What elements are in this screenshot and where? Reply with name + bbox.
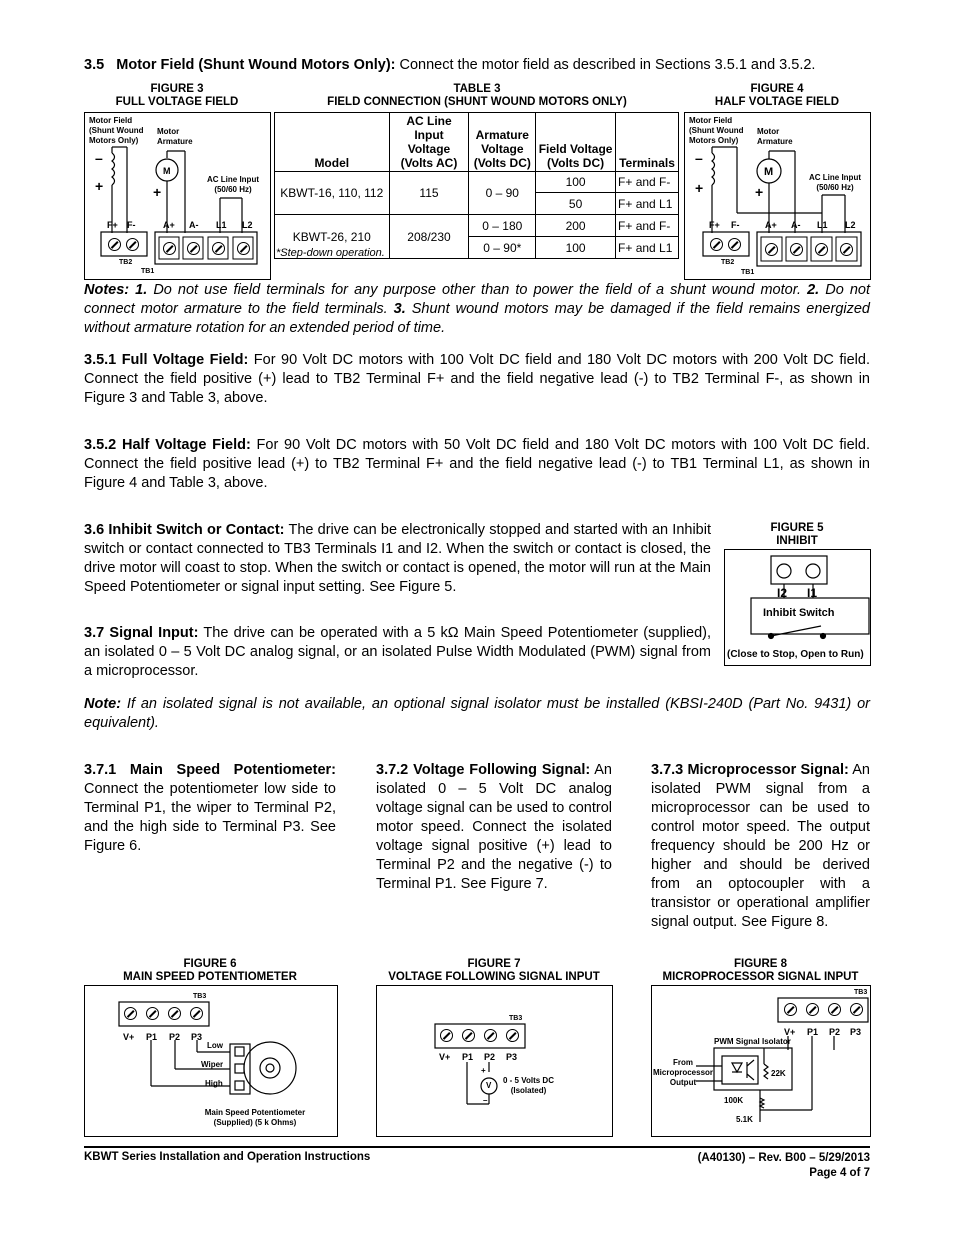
figure3-diagram (84, 112, 271, 280)
svg-text:+: + (755, 184, 764, 200)
figure8-term-p3: P3 (850, 1027, 862, 1037)
table3-cell: F+ and F- (616, 172, 679, 193)
figure5-caption (724, 522, 870, 548)
figure3-term-f-plus: F+ (107, 220, 118, 230)
figure7-screw-p1 (462, 1029, 475, 1042)
figure6-caption (84, 958, 336, 984)
figure6-wiper: Wiper (201, 1060, 224, 1069)
section-3-6-text: The drive can be electronically stopped and started with an Inhibit switch or contact connected to TB3 Terminals I1 and I2. When the switch or contact is closed, the drive motor will coast to stop. When the switch or contact is opened, the motor will run at the Main Speed Potentiometer or signal input setting. See Figure 5. (84, 522, 712, 595)
figure5-note: (Close to Stop, Open to Run) (727, 649, 864, 660)
note-2: Do not connect motor armature to the field terminals. (84, 282, 870, 317)
figure8-screw-p2 (828, 1003, 841, 1016)
figure5-diagram (724, 549, 871, 666)
figure5-label: FIGURE 5 (770, 522, 824, 534)
figure5-title: INHIBIT (776, 535, 818, 547)
figure7-term-p3: P3 (506, 1052, 518, 1062)
footer-rule (84, 1146, 870, 1148)
section-3-5-1-heading: 3.5.1 Full Voltage Field: (84, 352, 249, 368)
figure7-signal-label: 0 - 5 Volts DC (Isolated) (503, 1076, 554, 1095)
table3-header-model: Model (275, 113, 390, 172)
figure4-tb1: TB1 (741, 269, 755, 276)
figure8-title: MICROPROCESSOR SIGNAL INPUT (662, 971, 859, 983)
figure7-screw-p3 (506, 1029, 519, 1042)
figure6-low: Low (207, 1041, 223, 1050)
footer-page: Page 4 of 7 (809, 1167, 870, 1179)
notes-block (84, 281, 870, 338)
figure3-screw-l1 (212, 242, 225, 255)
figure4-screw-f-minus (728, 238, 741, 251)
table3-header-armature: Armature Voltage (Volts DC) (469, 113, 536, 172)
table3-footnote: *Step-down operation. (276, 247, 385, 259)
figure4-term-a-plus: A+ (765, 220, 777, 230)
table3-cell: 50 (536, 193, 616, 215)
section-3-7-1 (84, 761, 336, 856)
footer-title: KBWT Series Installation and Operation Instructions (84, 1151, 371, 1163)
figure3-term-a-plus: A+ (163, 220, 175, 230)
note-3-7-lead: Note: (84, 696, 122, 712)
note-3-7 (84, 695, 870, 733)
figure6-pot-label: Main Speed Potentiometer (Supplied) (5 k Ohms) (204, 1108, 306, 1127)
table3-header-terminals: Terminals (616, 113, 679, 172)
svg-text:M: M (764, 166, 774, 178)
figure6-high: High (205, 1079, 223, 1088)
figure8-screw-p1 (806, 1003, 819, 1016)
figure8-term-p2: P2 (829, 1027, 841, 1037)
figure6-label: FIGURE 6 (183, 958, 237, 970)
figure7-minus: – (483, 1096, 488, 1105)
figure4-label: FIGURE 4 (750, 83, 804, 95)
figure4-title: HALF VOLTAGE FIELD (714, 96, 840, 108)
figure8-isolator-label: PWM Signal Isolator (714, 1037, 791, 1046)
table3-cell: 208/230 (389, 215, 469, 259)
figure8-r1: 22K (771, 1069, 786, 1078)
figure8-term-v-plus: V+ (784, 1027, 796, 1037)
table3-cell: F+ and L1 (616, 193, 679, 215)
figure3-label: FIGURE 3 (150, 83, 204, 95)
figure3-screw-l2 (237, 242, 250, 255)
figure3-screw-f-plus (108, 238, 121, 251)
figure7-diagram (376, 985, 613, 1137)
figure8-diagram (651, 985, 871, 1137)
figure3-caption (84, 83, 270, 109)
figure3-ac-line-label: AC Line Input (50/60 Hz) (207, 175, 259, 194)
figure3-title: FULL VOLTAGE FIELD (115, 96, 239, 108)
figure3-tb1: TB1 (141, 268, 155, 275)
figure8-screw-p3 (850, 1003, 863, 1016)
figure8-from-label: From Microprocessor Output (653, 1058, 714, 1087)
note-1: Do not use field terminals for any purpose other than to power the field of a shunt wound motor. (147, 282, 808, 298)
figure6-diagram (84, 985, 338, 1137)
section-3-7-2 (376, 761, 612, 894)
figure4-term-f-plus: F+ (709, 220, 720, 230)
figure3-motor-armature-label: Motor Armature (157, 127, 193, 146)
table3-cell: 200 (536, 215, 616, 237)
figure6-title: MAIN SPEED POTENTIOMETER (123, 971, 297, 983)
table3-cell: KBWT-26, 210 (275, 215, 390, 259)
table3-cell: F+ and L1 (616, 237, 679, 259)
figure8-screw-v-plus (784, 1003, 797, 1016)
figure4-screw-a-plus (765, 243, 778, 256)
svg-text:–: – (95, 150, 103, 166)
section-3-5-heading: Motor Field (Shunt Wound Motors Only): (116, 57, 396, 73)
table3-cell: 0 – 180 (469, 215, 536, 237)
notes-lead: Notes: 1. (84, 282, 148, 298)
figure7-plus: + (481, 1066, 486, 1075)
section-3-7-text: The drive can be operated with a 5 kΩ Main Speed Potentiometer (supplied), an isolated 0 – 5 Volt DC analog signal, or an isolated Pulse Width Modulated (PWM) signal from a microprocessor. (84, 625, 711, 679)
figure8-r2: 100K (724, 1096, 744, 1105)
figure7-label: FIGURE 7 (467, 958, 521, 970)
figure3-term-a-minus: A- (189, 220, 199, 230)
figure4-screw-l1 (815, 243, 828, 256)
figure7-screw-p2 (484, 1029, 497, 1042)
section-3-7-heading: 3.7 Signal Input: (84, 625, 199, 641)
figure6-screw-p1 (146, 1007, 159, 1020)
figure6-screw-p2 (168, 1007, 181, 1020)
figure5-switch-label: Inhibit Switch (763, 607, 835, 619)
section-3-7-3-heading: 3.7.3 Microprocessor Signal: (651, 762, 849, 778)
svg-text:+: + (95, 178, 104, 194)
footer-right (570, 1151, 870, 1181)
figure4-diagram (684, 112, 871, 280)
section-3-5-2-heading: 3.5.2 Half Voltage Field: (84, 437, 251, 453)
note-2-lead: 2. (807, 282, 820, 298)
table3 (274, 112, 679, 259)
table3-caption (276, 83, 678, 109)
figure3-motor-field-label: Motor Field (Shunt Wound Motors Only) (89, 116, 144, 145)
figure6-term-v-plus: V+ (123, 1032, 135, 1042)
table3-cell: F+ and F- (616, 215, 679, 237)
section-3-5-number: 3.5 (84, 57, 105, 73)
section-3-7-3 (651, 761, 870, 932)
figure6-term-p3: P3 (191, 1032, 203, 1042)
figure7-title: VOLTAGE FOLLOWING SIGNAL INPUT (388, 971, 600, 983)
table3-cell: KBWT-16, 110, 112 (275, 172, 390, 215)
figure3-screw-a-plus (163, 242, 176, 255)
figure3-screw-a-minus (187, 242, 200, 255)
section-3-5-1-text: For 90 Volt DC motors with 100 Volt DC field and 180 Volt DC motors with 200 Volt DC field. Connect the field positive (+) lead to TB2 Terminal F+ and the field negative lead (-) to TB2 Terminal F-, as shown in Figure 3 and Table 3, above. (84, 352, 870, 406)
section-3-5 (84, 56, 874, 75)
figure5-term-i2: I2 (777, 586, 788, 600)
figure7-term-p1: P1 (462, 1052, 474, 1062)
svg-text:+: + (695, 180, 704, 196)
figure6-tb3: TB3 (193, 993, 207, 1000)
figure8-r3: 5.1K (736, 1115, 753, 1124)
figure4-term-f-minus: F- (731, 220, 740, 230)
section-3-7-2-heading: 3.7.2 Voltage Following Signal: (376, 762, 591, 778)
figure8-term-p1: P1 (807, 1027, 819, 1037)
figure3-term-l2: L2 (242, 220, 253, 230)
table3-cell: 115 (389, 172, 469, 215)
figure8-tb3: TB3 (854, 989, 868, 996)
table3-cell: 0 – 90 (469, 172, 536, 215)
figure7-source-symbol: V (486, 1081, 492, 1090)
table3-header-field: Field Voltage (Volts DC) (536, 113, 616, 172)
figure8-label: FIGURE 8 (733, 958, 788, 970)
figure4-caption (684, 83, 870, 109)
section-3-5-2-text: For 90 Volt DC motors with 50 Volt DC field and 180 Volt DC motors with 100 Volt DC field. Connect the field positive lead (+) to TB2 Terminal F+ and the field negative lead (-) to TB1 Terminal L1, as shown in Figure 4 and Table 3, above. (84, 437, 870, 491)
svg-text:+: + (153, 184, 162, 200)
figure6-term-p1: P1 (146, 1032, 158, 1042)
figure6-term-p2: P2 (169, 1032, 181, 1042)
figure7-caption (376, 958, 612, 984)
section-3-5-text: Connect the motor field as described in Sections 3.5.1 and 3.5.2. (399, 57, 816, 73)
figure4-term-l1: L1 (817, 220, 828, 230)
note-3-lead: 3. (393, 301, 406, 317)
section-3-7-2-text: An isolated 0 – 5 Volt DC analog voltage signal can be used to control motor speed. Connect the isolated voltage signal positive (+) lead to Terminal P2 and the negative (-) to Terminal P1. See Figure 7. (376, 762, 612, 892)
table3-header-ac: AC Line Input Voltage (Volts AC) (389, 113, 469, 172)
note-3: Shunt wound motors may be damaged if the field remains energized without armature rotation for an extended period of time. (84, 301, 870, 336)
table3-title: FIELD CONNECTION (SHUNT WOUND MOTORS ONLY) (327, 96, 627, 108)
figure4-motor-armature-label: Motor Armature (757, 127, 793, 146)
table3-cell: 100 (536, 172, 616, 193)
section-3-7-1-text: Connect the potentiometer low side to Terminal P1, the wiper to Terminal P2, and the high side to Terminal P3. See Figure 6. (84, 781, 336, 854)
table3-label: TABLE 3 (453, 83, 501, 95)
section-3-5-2 (84, 436, 870, 493)
figure7-term-p2: P2 (484, 1052, 496, 1062)
figure7-tb3: TB3 (509, 1015, 523, 1022)
section-3-7 (84, 624, 711, 681)
figure4-ac-line-label: AC Line Input (50/60 Hz) (809, 173, 861, 192)
section-3-6-heading: 3.6 Inhibit Switch or Contact: (84, 522, 285, 538)
figure4-tb2: TB2 (721, 259, 735, 266)
figure4-screw-f-plus (710, 238, 723, 251)
section-3-6 (84, 521, 711, 597)
svg-text:–: – (695, 150, 703, 166)
note-3-7-text: If an isolated signal is not available, an optional signal isolator must be installed (KBSI-240D (Part No. 9431) or equivalent). (84, 696, 870, 731)
figure4-term-l2: L2 (845, 220, 856, 230)
figure6-screw-p3 (190, 1007, 203, 1020)
figure4-screw-l2 (840, 243, 853, 256)
table3-cell: 0 – 90* (469, 237, 536, 259)
figure7-screw-v-plus (440, 1029, 453, 1042)
figure5-term-i1: I1 (807, 586, 818, 600)
figure7-term-v-plus: V+ (439, 1052, 451, 1062)
figure4-screw-a-minus (790, 243, 803, 256)
table3-cell: 100 (536, 237, 616, 259)
figure3-term-f-minus: F- (127, 220, 136, 230)
section-3-7-3-text: An isolated PWM signal from a microprocessor can be used to control motor speed. The output frequency should be 200 Hz or higher and should be derived from an optocoupler with a transistor or operational amplifier signal output. See Figure 8. (651, 762, 870, 930)
figure3-screw-f-minus (126, 238, 139, 251)
figure4-motor-field-label: Motor Field (Shunt Wound Motors Only) (689, 116, 744, 145)
section-3-7-1-heading: 3.7.1 Main Speed Potentiometer: (84, 762, 336, 778)
figure6-screw-v-plus (124, 1007, 137, 1020)
figure3-tb2: TB2 (119, 259, 133, 266)
figure4-term-a-minus: A- (791, 220, 801, 230)
svg-text:M: M (163, 166, 171, 176)
section-3-5-1 (84, 351, 870, 408)
figure3-term-l1: L1 (216, 220, 227, 230)
footer-revision: (A40130) – Rev. B00 – 5/29/2013 (697, 1152, 870, 1164)
figure8-caption (651, 958, 870, 984)
